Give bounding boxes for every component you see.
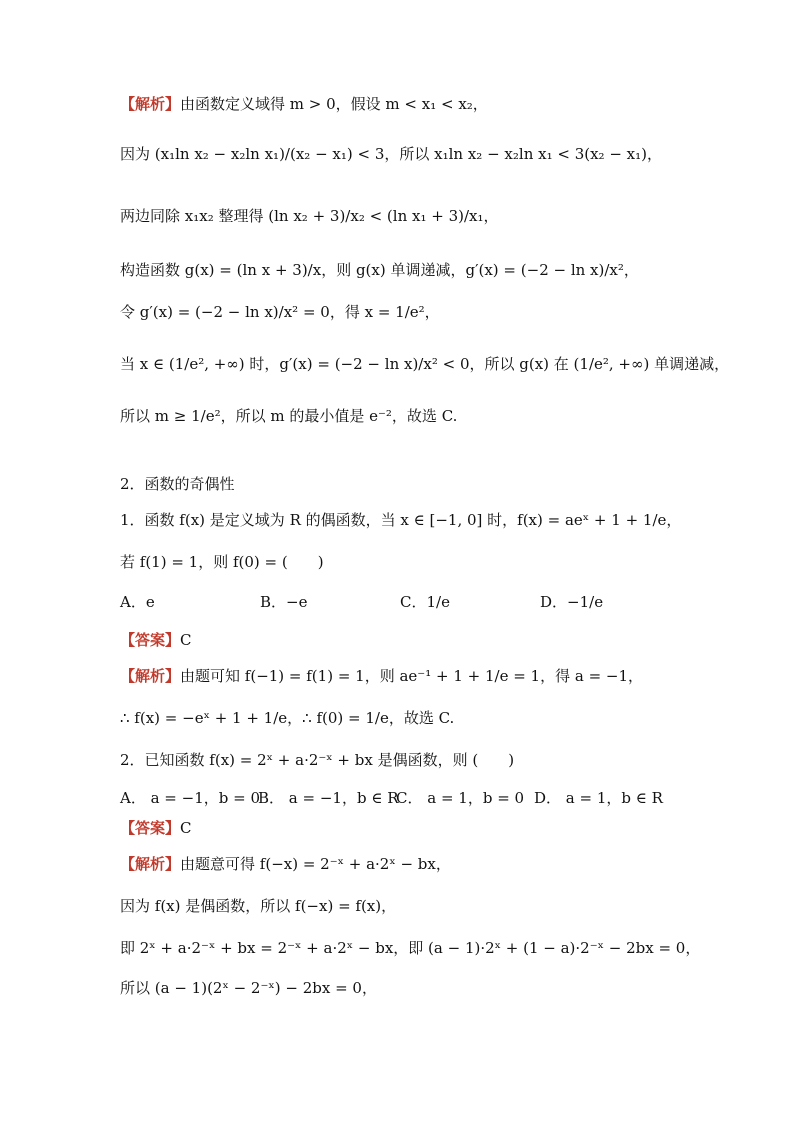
solution-line: 即 2ˣ + a·2⁻ˣ + bx = 2⁻ˣ + a·2ˣ − bx，即 (a − 1)·2ˣ + (1 − a)·2⁻ˣ − 2bx = 0，: [120, 939, 701, 957]
solution-line: ∴ f(x) = −eˣ + 1 + 1/e，∴ f(0) = 1/e，故选 C.: [120, 709, 455, 727]
option-c: C．1/e: [400, 593, 450, 611]
solution-line: [120, 852, 451, 876]
option-d: D．−1/e: [540, 593, 604, 611]
solution-line: 因为 (x₁ln x₂ − x₂ln x₁)/(x₂ − x₁) < 3，所以 x₁ln x₂ − x₂ln x₁ < 3(x₂ − x₁)，: [120, 145, 662, 163]
solution-text: 由题意可得 f(−x) = 2⁻ˣ + a·2ˣ − bx，: [180, 855, 451, 873]
solution-line: 构造函数 g(x) = (ln x + 3)/x，则 g(x) 单调递减，g′(x) = (−2 − ln x)/x²，: [120, 261, 639, 279]
solution-text: 由题可知 f(−1) = f(1) = 1，则 ae⁻¹ + 1 + 1/e = 1，得 a = −1，: [180, 667, 644, 685]
solution-line: 所以 (a − 1)(2ˣ − 2⁻ˣ) − 2bx = 0，: [120, 979, 377, 997]
answer-line: [120, 816, 192, 840]
solution-line: [120, 92, 488, 116]
answer-tag: 【答案】: [120, 819, 181, 837]
solution-line: 令 g′(x) = (−2 − ln x)/x² = 0，得 x = 1/e²，: [120, 303, 440, 321]
question-stem: 2．已知函数 f(x) = 2ˣ + a·2⁻ˣ + bx 是偶函数，则 ( ): [120, 751, 515, 769]
option-b: B． a = −1，b ∈ R: [258, 789, 399, 807]
answer-line: [120, 628, 192, 652]
question-stem: 1．函数 f(x) 是定义域为 R 的偶函数，当 x ∈ [−1, 0] 时，f(x) = aeˣ + 1 + 1/e，: [120, 511, 682, 529]
answer-value: C: [180, 631, 192, 649]
section-title: 2．函数的奇偶性: [120, 475, 235, 493]
option-c: C． a = 1，b = 0: [396, 789, 525, 807]
analysis-tag: 【解析】: [120, 855, 181, 873]
option-a: A．e: [120, 593, 155, 611]
solution-line: [120, 664, 643, 688]
solution-line: 所以 m ≥ 1/e²，所以 m 的最小值是 e⁻²，故选 C.: [120, 407, 458, 425]
solution-line: 两边同除 x₁x₂ 整理得 (ln x₂ + 3)/x₂ < (ln x₁ + 3)/x₁，: [120, 207, 499, 225]
option-d: D． a = 1，b ∈ R: [534, 789, 663, 807]
options-row: [120, 590, 603, 614]
analysis-tag: 【解析】: [120, 667, 181, 685]
options-row: [120, 786, 663, 810]
option-b: B．−e: [260, 593, 308, 611]
answer-tag: 【答案】: [120, 631, 181, 649]
question-stem-cont: 若 f(1) = 1，则 f(0) = ( ): [120, 553, 324, 571]
solution-line: 因为 f(x) 是偶函数，所以 f(−x) = f(x)，: [120, 897, 397, 915]
option-a: A． a = −1，b = 0: [120, 789, 261, 807]
analysis-tag: 【解析】: [120, 95, 181, 113]
solution-text: 由函数定义域得 m > 0，假设 m < x₁ < x₂，: [180, 95, 488, 113]
answer-value: C: [180, 819, 192, 837]
solution-line: 当 x ∈ (1/e², +∞) 时，g′(x) = (−2 − ln x)/x² < 0，所以 g(x) 在 (1/e², +∞) 单调递减，: [120, 355, 730, 373]
